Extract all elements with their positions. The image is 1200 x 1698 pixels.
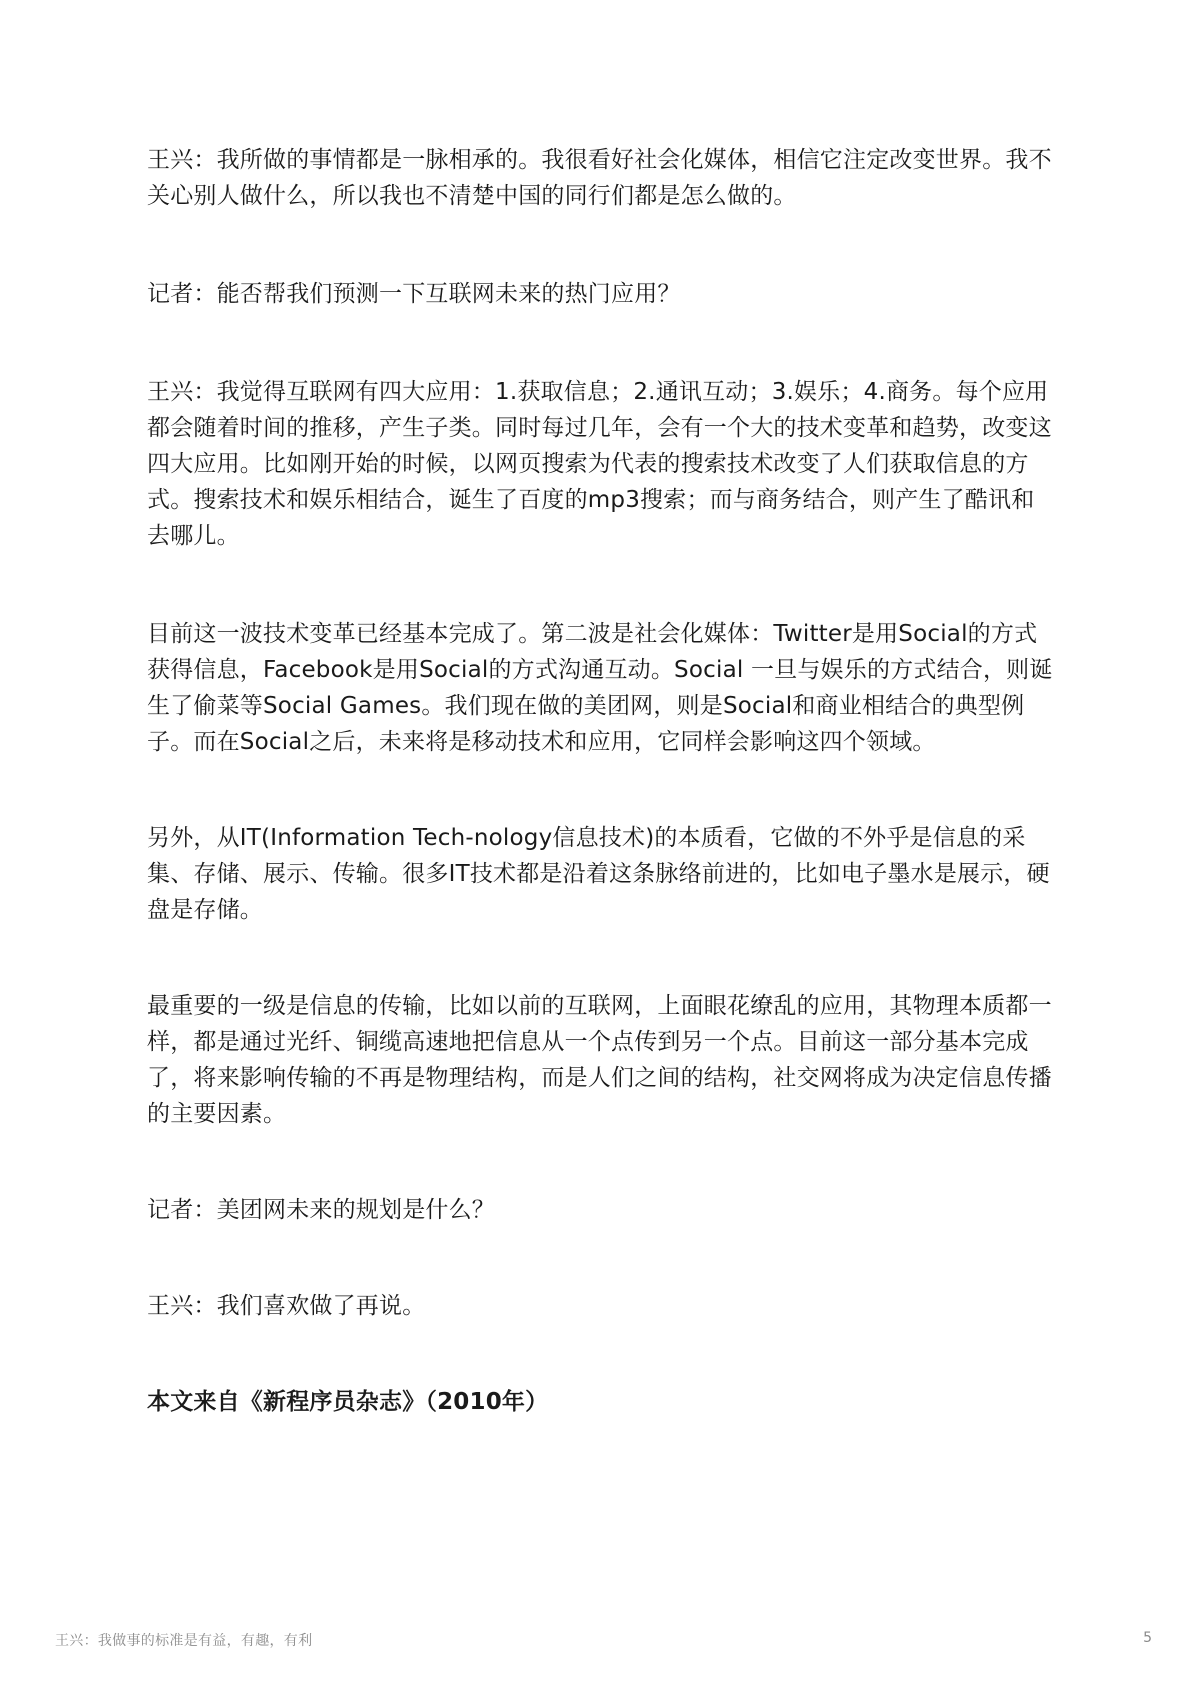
- article-source: 本文来自《新程序员杂志》（2010年）: [147, 1389, 549, 1415]
- paragraph-question-1: 记者：能否帮我们预测一下互联网未来的热门应用？: [147, 281, 681, 307]
- article-body: [147, 142, 1057, 1420]
- paragraph-body-2: 另外，从IT(Information Tech-nology信息技术)的本质看，它做的不外乎是信息的采集、存储、展示、传输。很多IT技术都是沿着这条脉络前进的，比如电子墨水是展示，硬盘是存储。: [147, 825, 1050, 923]
- paragraph-answer-1: 王兴：我所做的事情都是一脉相承的。我很看好社会化媒体，相信它注定改变世界。我不关心别人做什么，所以我也不清楚中国的同行们都是怎么做的。: [147, 147, 1052, 209]
- paragraph-question-2: 记者：美团网未来的规划是什么？: [147, 1197, 495, 1223]
- paragraph-body-1: 目前这一波技术变革已经基本完成了。第二波是社会化媒体：Twitter是用Social的方式获得信息，Facebook是用Social的方式沟通互动。Social 一旦与娱乐的方式结合，则诞生了偷菜等Social Games。我们现在做的美团网，则是Social和商业相结合的典型例子。而在Social之后，未来将是移动技术和应用，它同样会影响这四个领域。: [147, 621, 1053, 755]
- paragraph-answer-2: 王兴：我觉得互联网有四大应用：1.获取信息；2.通讯互动；3.娱乐；4.商务。每个应用都会随着时间的推移，产生子类。同时每过几年，会有一个大的技术变革和趋势，改变这四大应用。比如刚开始的时候，以网页搜索为代表的搜索技术改变了人们获取信息的方式。搜索技术和娱乐相结合，诞生了百度的mp3搜索；而与商务结合，则产生了酷讯和去哪儿。: [147, 379, 1052, 549]
- footer-title: 王兴：我做事的标准是有益，有趣，有利: [55, 1633, 313, 1649]
- paragraph-answer-3: 王兴：我们喜欢做了再说。: [147, 1293, 426, 1319]
- page-number: 5: [1143, 1630, 1152, 1646]
- paragraph-body-3: 最重要的一级是信息的传输，比如以前的互联网，上面眼花缭乱的应用，其物理本质都一样，都是通过光纤、铜缆高速地把信息从一个点传到另一个点。目前这一部分基本完成了，将来影响传输的不再是物理结构，而是人们之间的结构，社交网将成为决定信息传播的主要因素。: [147, 993, 1052, 1127]
